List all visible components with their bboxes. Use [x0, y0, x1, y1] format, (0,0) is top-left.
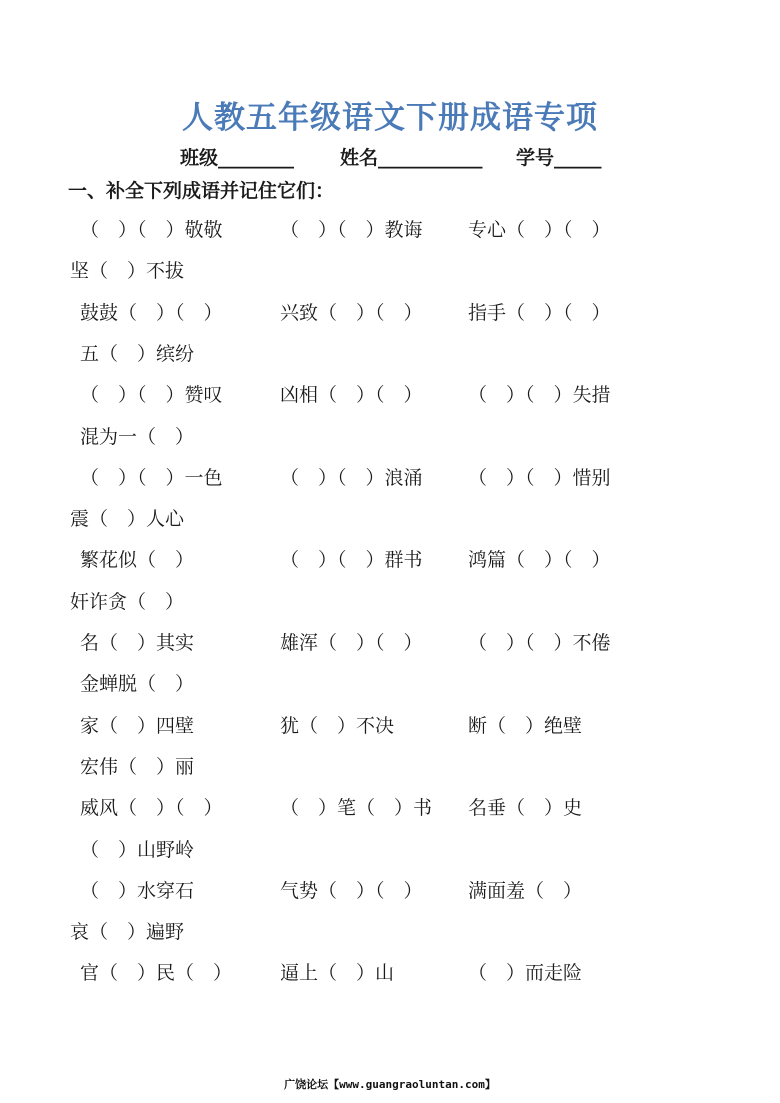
student-info-line	[0, 143, 780, 173]
idiom-item-wrapped: 哀（ ）遍野	[70, 921, 185, 943]
idiom-item-wrapped: 五（ ）缤纷	[80, 343, 195, 365]
idiom-item-wrapped: （ ）山野岭	[80, 839, 195, 861]
idiom-item: 名垂（ ）史	[468, 797, 583, 819]
idiom-item: （ ）（ ）敬敬	[80, 219, 223, 241]
idiom-item: 家（ ）四壁	[80, 715, 195, 737]
idiom-item: 鼓鼓（ ）（ ）	[80, 302, 223, 324]
idiom-item: （ ）（ ）教诲	[280, 219, 423, 241]
idiom-item-wrapped: 宏伟（ ）丽	[80, 756, 195, 778]
idiom-item: （ ）（ ）惜别	[468, 467, 611, 489]
student-id-field: 学号_____	[516, 147, 602, 169]
idiom-item: 官（ ）民（ ）	[80, 962, 233, 984]
idiom-item-wrapped: 坚（ ）不拔	[70, 260, 185, 282]
idiom-item: 断（ ）绝壁	[468, 715, 583, 737]
idiom-item: 名（ ）其实	[80, 632, 195, 654]
idiom-item: 兴致（ ）（ ）	[280, 302, 423, 324]
idiom-item: 指手（ ）（ ）	[468, 302, 611, 324]
idiom-item: （ ）（ ）赞叹	[80, 384, 223, 406]
idiom-item: 气势（ ）（ ）	[280, 880, 423, 902]
idiom-item: （ ）（ ）浪涌	[280, 467, 423, 489]
name-field: 姓名___________	[340, 147, 483, 169]
idiom-item: （ ）笔（ ）书	[280, 797, 433, 819]
idiom-item: （ ）（ ）不倦	[468, 632, 611, 654]
idiom-item: 鸿篇（ ）（ ）	[468, 549, 611, 571]
idiom-item: （ ）而走险	[468, 962, 583, 984]
page-title: 人教五年级语文下册成语专项	[182, 100, 598, 136]
idiom-item: 凶相（ ）（ ）	[280, 384, 423, 406]
idiom-item-wrapped: 奸诈贪（ ）	[70, 591, 185, 613]
idiom-item: （ ）（ ）一色	[80, 467, 223, 489]
idiom-item: （ ）（ ）群书	[280, 549, 423, 571]
idiom-item: 犹（ ）不决	[280, 715, 395, 737]
idiom-item: 繁花似（ ）	[80, 549, 195, 571]
idiom-item: 雄浑（ ）（ ）	[280, 632, 423, 654]
idiom-item: 逼上（ ）山	[280, 962, 395, 984]
idiom-item: 专心（ ）（ ）	[468, 219, 611, 241]
idiom-item-wrapped: 震（ ）人心	[70, 508, 185, 530]
section-heading: 一、补全下列成语并记住它们：	[68, 180, 335, 202]
idiom-item: 满面羞（ ）	[468, 880, 583, 902]
footer-watermark: 广饶论坛【www.guangraoluntan.com】	[284, 1078, 496, 1091]
class-field: 班级________	[180, 147, 295, 169]
idiom-item: 威风（ ）（ ）	[80, 797, 223, 819]
idiom-item-wrapped: 混为一（ ）	[80, 426, 195, 448]
idiom-item: （ ）水穿石	[80, 880, 195, 902]
idiom-item: （ ）（ ）失措	[468, 384, 611, 406]
idiom-item-wrapped: 金蝉脱（ ）	[80, 673, 195, 695]
